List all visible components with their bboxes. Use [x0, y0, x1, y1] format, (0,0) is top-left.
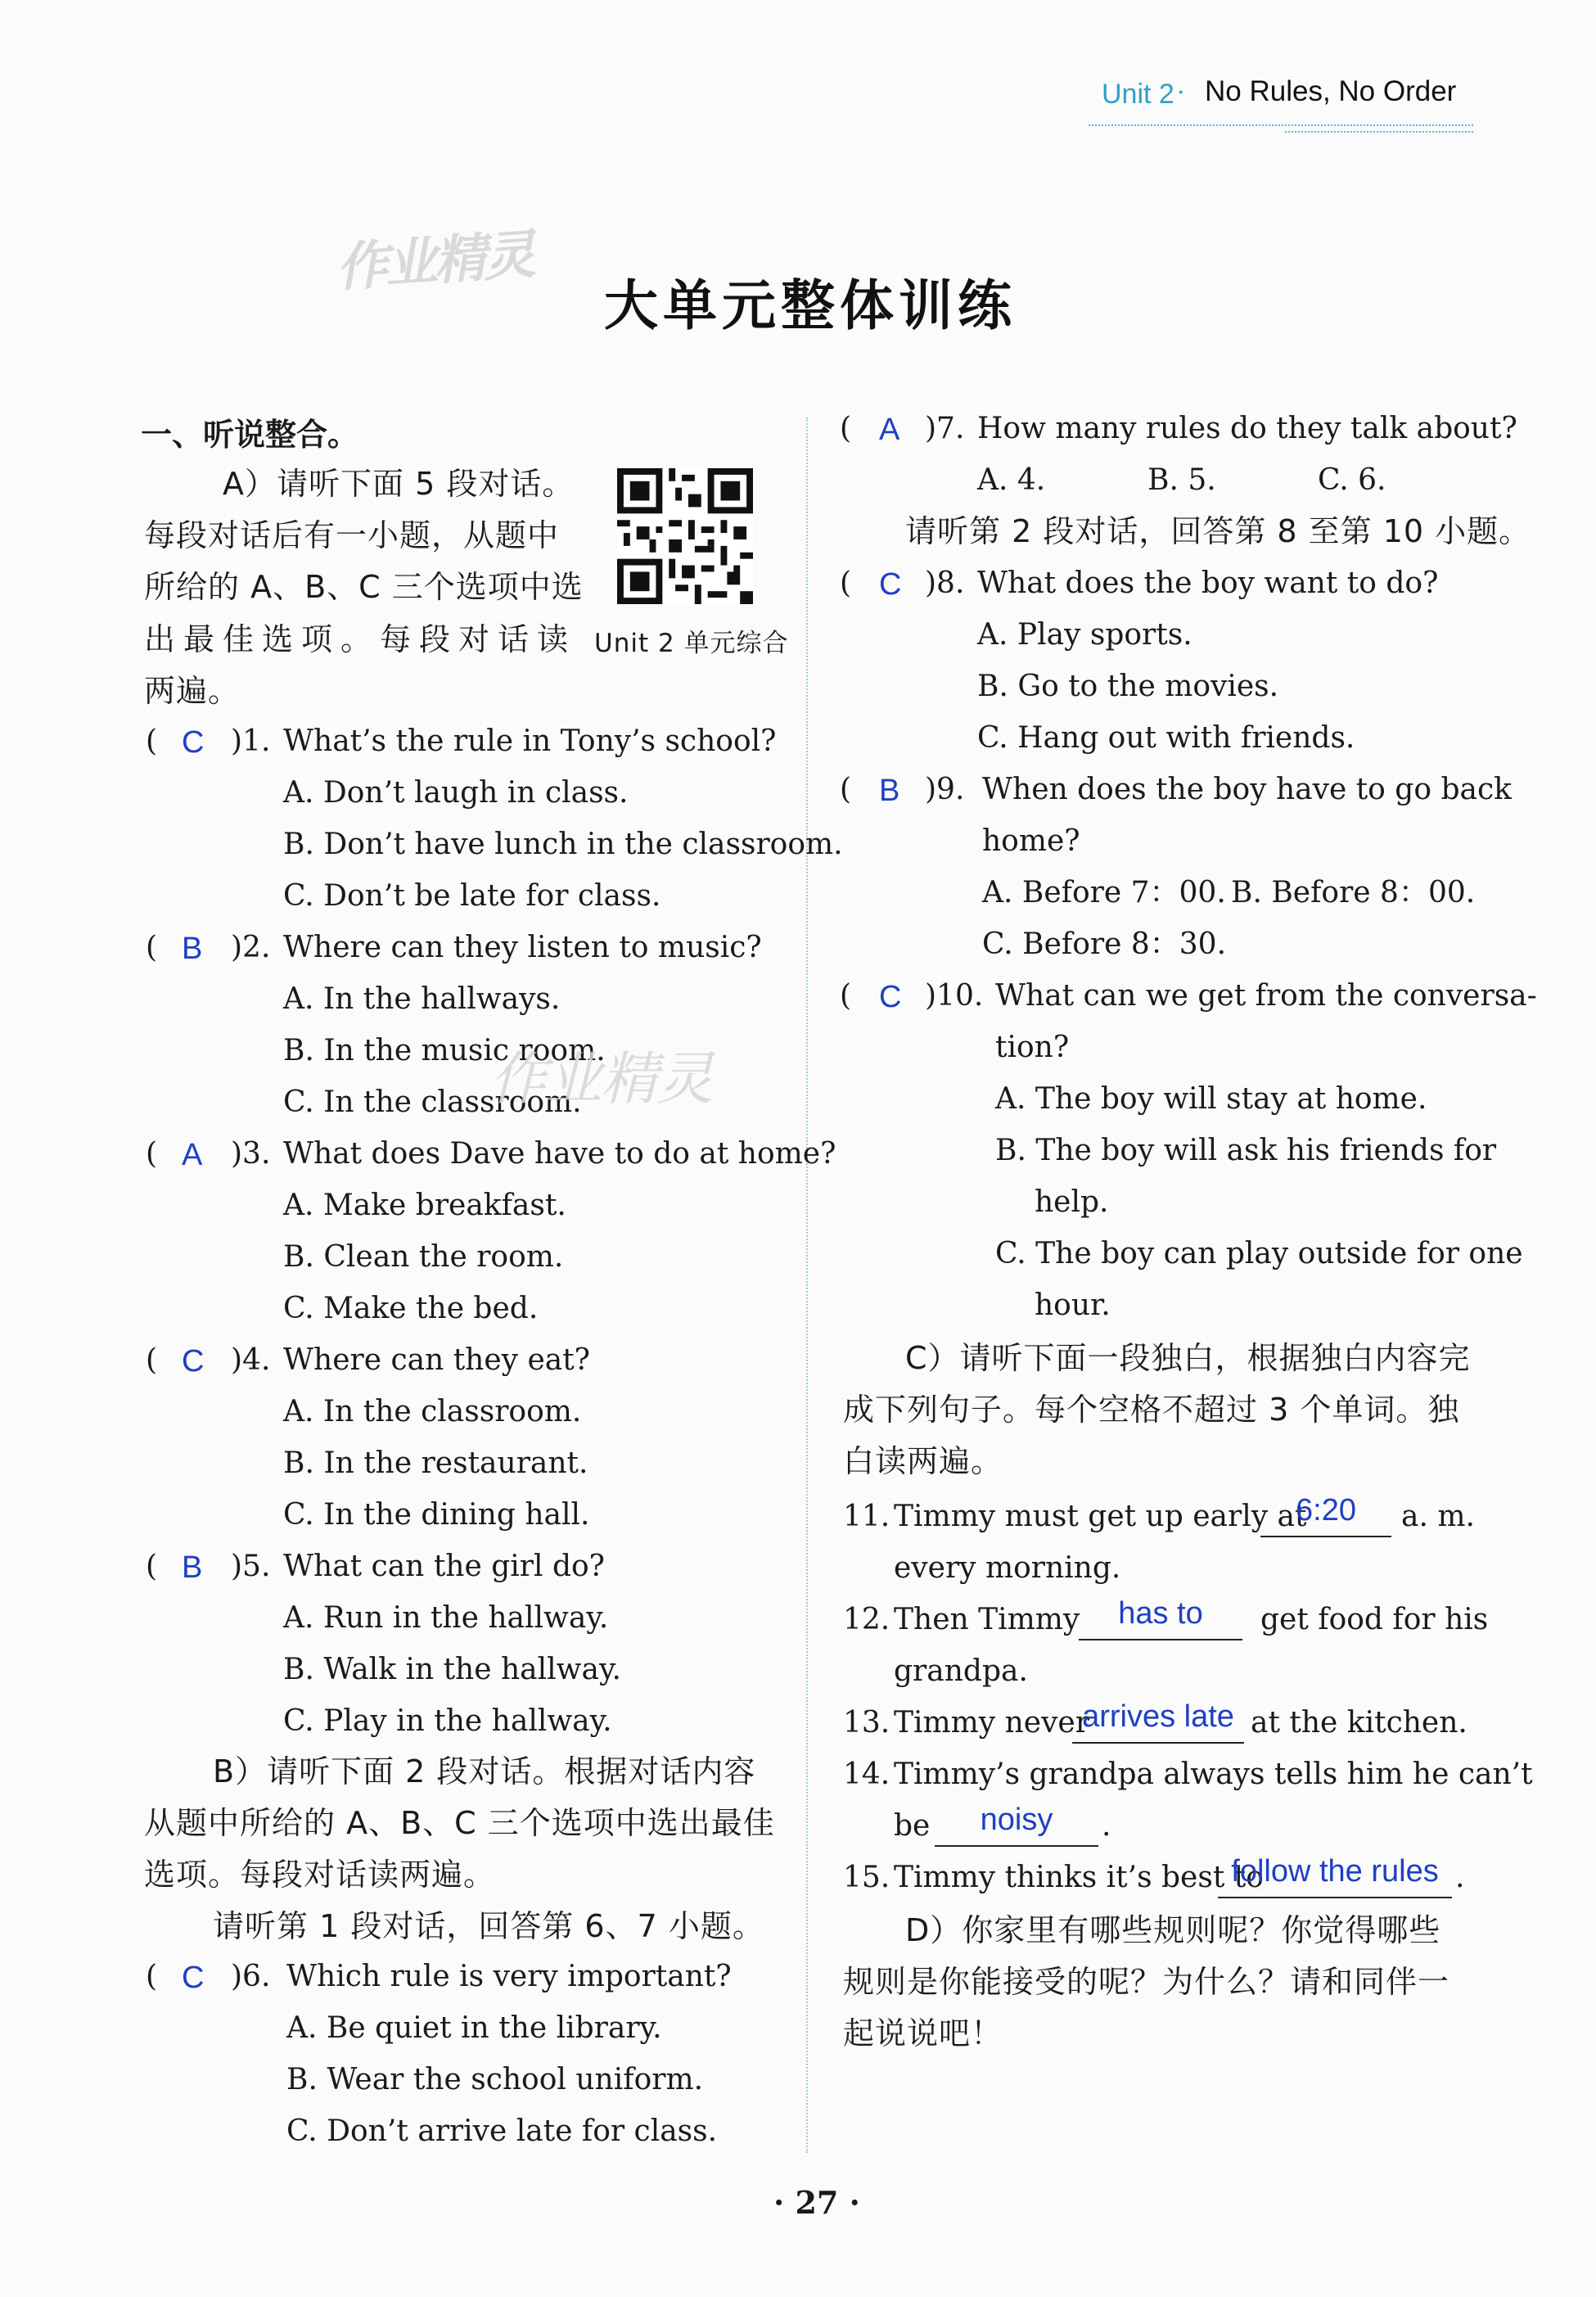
partB-segment-1: 请听第 1 段对话，回答第 6、7 小题。	[213, 1908, 764, 1944]
item-13-after: at the kitchen.	[1251, 1706, 1468, 1740]
q1-option-b: B. Don’t have lunch in the classroom.	[283, 828, 843, 861]
paren-open: (	[146, 724, 158, 758]
item-15-number: 15.	[843, 1861, 890, 1894]
paren-open: (	[840, 773, 852, 806]
partC-line-3: 白读两遍。	[843, 1443, 1003, 1479]
q10-option-c: C. The boy can play outside for one	[995, 1237, 1523, 1270]
header-rule-2	[1285, 131, 1473, 133]
item-14-answer: noisy	[980, 1803, 1053, 1837]
q5-option-c: C. Play in the hallway.	[283, 1704, 612, 1738]
header-separator: ·	[1177, 79, 1185, 107]
item-14-number: 14.	[843, 1758, 890, 1791]
partA-line-2: 每段对话后有一小题，从题中	[144, 517, 560, 553]
header-title: No Rules, No Order	[1205, 75, 1457, 107]
watermark-middle: 作业精灵	[489, 1045, 712, 1112]
q2-option-c: C. In the classroom.	[283, 1085, 582, 1119]
item-13-number: 13.	[843, 1706, 890, 1740]
q2-stem: Where can they listen to music?	[283, 931, 762, 964]
blank-underline	[1072, 1742, 1244, 1744]
q9-option-c: C. Before 8：30.	[982, 927, 1227, 961]
item-13-before: Timmy never	[894, 1706, 1089, 1740]
q2-option-a: A. In the hallways.	[283, 982, 561, 1016]
q9-stem-line-1: When does the boy have to go back	[982, 773, 1512, 806]
item-14-continuation: be	[894, 1809, 931, 1843]
q4-option-b: B. In the restaurant.	[283, 1446, 588, 1480]
paren-open: (	[146, 1343, 158, 1377]
q1-option-a: A. Don’t laugh in class.	[283, 776, 629, 810]
q9-option-b: B. Before 8：00.	[1231, 876, 1476, 909]
q9-option-a: A. Before 7：00.	[982, 876, 1226, 909]
q5-number: )5.	[231, 1550, 271, 1583]
q3-number: )3.	[231, 1137, 271, 1171]
partA-line-5: 两遍。	[144, 673, 241, 709]
column-divider	[806, 417, 808, 2153]
item-13-answer: arrives late	[1082, 1699, 1234, 1734]
q1-option-c: C. Don’t be late for class.	[283, 879, 661, 913]
item-11-answer: 6:20	[1296, 1493, 1356, 1528]
q5-stem: What can the girl do?	[283, 1550, 605, 1583]
q6-number: )6.	[231, 1960, 271, 1993]
q8-stem: What does the boy want to do?	[977, 566, 1439, 600]
q10-option-b-cont: help.	[1035, 1185, 1109, 1219]
partA-line-4: 出最佳选项。每段对话读	[144, 621, 577, 657]
partC-line-2: 成下列句子。每个空格不超过 3 个单词。独	[843, 1392, 1460, 1428]
q3-stem: What does Dave have to do at home?	[283, 1137, 836, 1171]
q10-stem-line-1: What can we get from the conversa-	[995, 979, 1537, 1013]
item-11-continuation: every morning.	[894, 1551, 1121, 1585]
page-number: · 27 ·	[773, 2184, 860, 2221]
partD-line-3: 起说说吧！	[843, 2015, 1003, 2051]
paren-open: (	[146, 1550, 158, 1583]
q6-option-c: C. Don’t arrive late for class.	[286, 2114, 718, 2148]
q7-option-a: A. 4.	[977, 463, 1046, 497]
q3-option-b: B. Clean the room.	[283, 1240, 564, 1274]
q7-option-c: C. 6.	[1318, 463, 1386, 497]
partB-line-3: 选项。每段对话读两遍。	[144, 1857, 496, 1893]
paren-open: (	[146, 931, 158, 964]
header-rule	[1089, 124, 1473, 126]
q1-stem: What’s the rule in Tony’s school?	[283, 724, 777, 758]
partB-line-2: 从题中所给的 A、B、C 三个选项中选出最佳	[144, 1805, 775, 1841]
q5-option-a: A. Run in the hallway.	[283, 1601, 609, 1635]
qr-code-image[interactable]	[617, 468, 753, 604]
paren-open: (	[840, 566, 852, 600]
item-12-after: get food for his	[1260, 1603, 1489, 1636]
q2-number: )2.	[231, 931, 271, 964]
partC-line-1: C）请听下面一段独白，根据独白内容完	[905, 1340, 1471, 1376]
item-15-before: Timmy thinks it’s best to	[894, 1861, 1264, 1894]
q4-stem: Where can they eat?	[283, 1343, 590, 1377]
watermark-top: 作业精灵	[334, 224, 534, 300]
q7-stem: How many rules do they talk about?	[977, 412, 1517, 445]
q1-number: )1.	[231, 724, 271, 758]
answer-10: C	[879, 980, 902, 1014]
q4-number: )4.	[231, 1343, 271, 1377]
partB-segment-2: 请听第 2 段对话，回答第 8 至第 10 小题。	[905, 513, 1531, 549]
partD-line-1: D）你家里有哪些规则呢？你觉得哪些	[905, 1912, 1441, 1948]
q2-option-b: B. In the music room.	[283, 1034, 606, 1067]
answer-3: A	[182, 1138, 203, 1172]
q6-option-a: A. Be quiet in the library.	[286, 2011, 662, 2045]
q7-option-b: B. 5.	[1147, 463, 1216, 497]
q5-option-b: B. Walk in the hallway.	[283, 1653, 621, 1686]
item-12-before: Then Timmy	[894, 1603, 1080, 1636]
q4-option-a: A. In the classroom.	[283, 1395, 582, 1428]
answer-4: C	[182, 1344, 205, 1379]
q6-option-b: B. Wear the school uniform.	[286, 2063, 704, 2096]
item-15-after: .	[1455, 1861, 1465, 1894]
answer-7: A	[879, 413, 900, 447]
item-12-answer: has to	[1118, 1596, 1203, 1631]
q10-number: )10.	[925, 979, 984, 1013]
answer-5: B	[182, 1550, 203, 1585]
q8-option-a: A. Play sports.	[977, 618, 1192, 652]
item-15-answer: follow the rules	[1231, 1854, 1439, 1889]
partD-line-2: 规则是你能接受的呢？为什么？请和同伴一	[843, 1964, 1450, 2000]
q10-stem-line-2: tion?	[995, 1031, 1070, 1064]
q7-number: )7.	[925, 412, 965, 445]
item-11-before: Timmy must get up early at	[894, 1500, 1307, 1533]
blank-underline	[1218, 1897, 1452, 1898]
item-11-number: 11.	[843, 1500, 890, 1533]
page-title: 大单元整体训练	[604, 274, 1017, 337]
q10-option-c-cont: hour.	[1035, 1288, 1111, 1322]
paren-open: (	[146, 1960, 158, 1993]
q9-number: )9.	[925, 773, 965, 806]
blank-underline	[935, 1845, 1098, 1847]
item-12-continuation: grandpa.	[894, 1654, 1028, 1688]
q10-option-b: B. The boy will ask his friends for	[995, 1134, 1497, 1167]
item-12-number: 12.	[843, 1603, 890, 1636]
answer-2: B	[182, 932, 203, 966]
paren-open: (	[840, 979, 852, 1013]
answer-1: C	[182, 725, 205, 760]
answer-6: C	[182, 1961, 205, 1995]
q8-option-b: B. Go to the movies.	[977, 670, 1279, 703]
blank-underline	[1079, 1639, 1242, 1640]
q6-stem: Which rule is very important?	[286, 1960, 732, 1993]
item-11-after: a. m.	[1401, 1500, 1475, 1533]
q10-option-a: A. The boy will stay at home.	[995, 1082, 1427, 1116]
answer-9: B	[879, 774, 900, 808]
paren-open: (	[840, 412, 852, 445]
qr-caption: Unit 2 单元综合	[594, 629, 789, 658]
section-heading: 一、听说整合。	[141, 417, 359, 453]
q3-option-c: C. Make the bed.	[283, 1292, 539, 1325]
item-14-before: Timmy’s grandpa always tells him he can’t	[894, 1758, 1533, 1791]
partA-line-3: 所给的 A、B、C 三个选项中选	[144, 569, 584, 605]
partB-line-1: B）请听下面 2 段对话。根据对话内容	[213, 1753, 756, 1789]
q4-option-c: C. In the dining hall.	[283, 1498, 590, 1532]
header-unit: Unit 2	[1102, 79, 1174, 110]
q9-stem-line-2: home?	[982, 824, 1080, 858]
blank-underline	[1260, 1536, 1391, 1537]
item-14-after: .	[1102, 1809, 1111, 1843]
q3-option-a: A. Make breakfast.	[283, 1189, 566, 1222]
answer-8: C	[879, 567, 902, 602]
paren-open: (	[146, 1137, 158, 1171]
partA-line-1: A）请听下面 5 段对话。	[223, 466, 575, 502]
q8-option-c: C. Hang out with friends.	[977, 721, 1355, 755]
q8-number: )8.	[925, 566, 965, 600]
